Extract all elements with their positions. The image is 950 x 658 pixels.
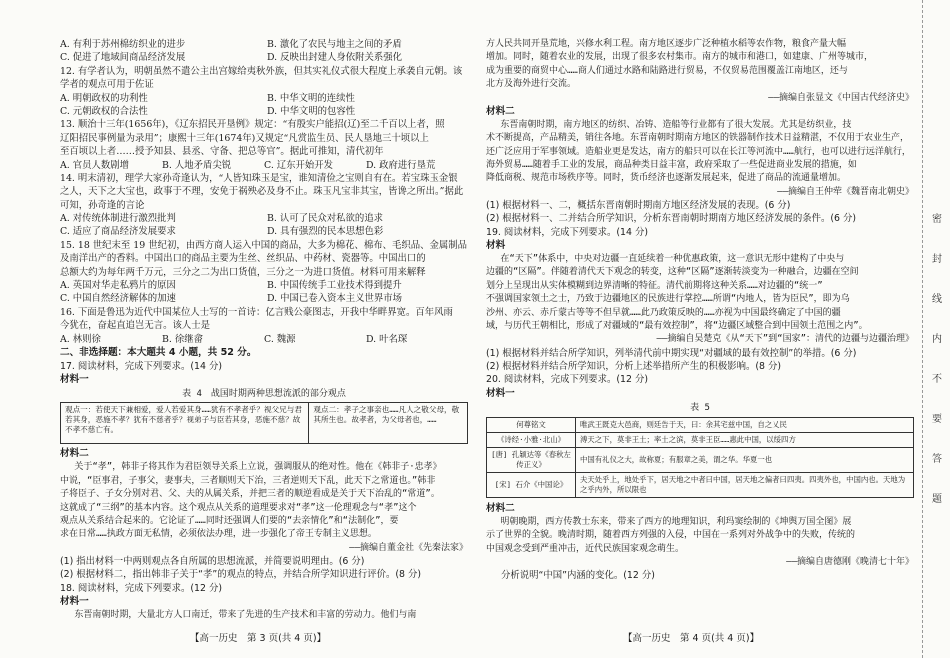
paragraph-line: 降低商税、规范市场秩序等。同时，货币经济也逐渐发展起来，促进了商品的流通量增加。 bbox=[486, 173, 847, 184]
option: A. 英国对华走私鸦片的原因 bbox=[60, 280, 176, 292]
seal-char: 不 bbox=[932, 374, 942, 385]
option: B. 中华文明的连续性 bbox=[267, 92, 355, 104]
source-citation: ——摘编自唐德刚《晚清七十年》 bbox=[786, 556, 914, 567]
q11-options bbox=[60, 38, 468, 65]
question-13: 13. 顺治十三年(1656年)，《辽东招民开垦例》规定：“有殷实户能招(辽)至二千百以上者，照 bbox=[60, 119, 445, 131]
table-row bbox=[487, 472, 914, 497]
material-label: 材料一 bbox=[486, 387, 515, 399]
table-4-cell: 观点二：孝子之事亲也……凡人之敬父母，敬其所生也。故孝者，为父母者也，…… bbox=[308, 403, 467, 443]
question-14: 14. 明末清初，理学大家孙奇逢认为，“人皆知珠玉是宝，谁知清俭之宝则自有在。若宝珠玉金银 bbox=[60, 172, 458, 184]
option: B. 激化了农民与地主之间的矛盾 bbox=[267, 39, 402, 50]
table-cell: [唐] 孔颖达等《春秋左传正义》 bbox=[487, 447, 576, 472]
table-cell: 夫天处乎上，地处乎下，居天地之中者曰中国，居天地之偏者曰四夷。四夷外也，中国内也。天地为之乎内外，所以限也 bbox=[576, 472, 914, 497]
paragraph-line: 增加。同时，随着农业的发展，出现了很多农村集市。南方的城市和港口，如建康、广州等城市， bbox=[486, 52, 874, 63]
page-4-content bbox=[486, 38, 914, 583]
paragraph-line: 在“天下”体系中，中央对边疆一直延续着一种优惠政策，这一意识无形中建构了中央与 bbox=[500, 254, 845, 265]
table-cell: 何尊铭文 bbox=[487, 417, 576, 432]
question-16: 16. 下面是鲁迅为近代中国某位人士写的一首诗：亿言贱公豪图志，开我中华畔界宽。百年风雨 bbox=[60, 306, 453, 318]
table-cell: 唯武王既克大邑商，则廷告于天，曰：余其宅兹中国，自之乂民 bbox=[576, 417, 914, 432]
table-row bbox=[487, 417, 914, 432]
requirement: (1) 根据材料一、二，概括东晋南朝时期南方地区经济发展的表现。(6 分) bbox=[486, 199, 791, 211]
table-cell: 《诗经·小雅·北山》 bbox=[487, 432, 576, 447]
paragraph-line: 还广泛应用于军事领域。造船业更是发达，南方的船只可以在长江等河流中……航行，也可以进行远洋航行， bbox=[486, 146, 911, 157]
material-label: 材料二 bbox=[486, 502, 515, 514]
q12-options bbox=[60, 92, 468, 119]
seal-char: 答 bbox=[932, 454, 942, 465]
seal-char: 内 bbox=[932, 334, 942, 345]
material-label: 材料二 bbox=[60, 448, 89, 460]
option: A. 对传统体制进行激烈批判 bbox=[60, 213, 176, 225]
paragraph-line: 方人民共同开垦荒地，兴修水利工程。南方地区逐步广泛种植水稻等农作物，粮食产量大幅 bbox=[486, 39, 847, 49]
question-18: 18. 阅读材料，完成下列要求。(12 分) bbox=[60, 582, 222, 594]
paragraph-line: 中说，“臣事君，子事父，妻事夫，三者顺则天下治，三者逆则天下乱，此天下之常道也。”韩非 bbox=[60, 475, 436, 486]
table-4 bbox=[60, 402, 468, 444]
option: D. 叶名琛 bbox=[366, 333, 408, 345]
section-heading: 二、非选择题：本大题共 4 小题，共 52 分。 bbox=[60, 346, 257, 358]
paragraph-line: 东晋南朝时期，大量北方人口南迁，带来了先进的生产技术和丰富的劳动力。他们与南 bbox=[74, 610, 417, 621]
option: A. 官员人数剧增 bbox=[60, 159, 129, 171]
material-label: 材料 bbox=[486, 240, 506, 252]
question-17: 17. 阅读材料，完成下列要求。(14 分) bbox=[60, 360, 222, 372]
paragraph-line: 海外贸易……随着手工业的发展，商品种类日益丰富，政府采取了一些促进商业发展的措施，如 bbox=[486, 159, 857, 170]
paragraph-line: 关于“孝”，韩非子将其作为君臣领导关系上立说，强调服从的绝对性。他在《韩非子·忠孝》 bbox=[74, 462, 442, 473]
requirement: (2) 根据材料并结合所学知识，分析上述举措所产生的积极影响。(8 分) bbox=[486, 361, 782, 373]
question-15-cont: 总额大约为每年两千万元，三分之二为出口货值，三分之一为进口货值。材料可用来解释 bbox=[60, 266, 426, 278]
question-13-cont: 辽阳招民事例量为录用”；康熙十三年(1674年)又规定“凡赏监生员、民人垦地三十顷以上 bbox=[60, 132, 429, 144]
option: D. 具有强烈的民本思想色彩 bbox=[267, 226, 384, 238]
requirement: (1) 根据材料并结合所学知识，列举清代前中期实现“对疆域的最有效控制”的举措。(6 分) bbox=[486, 347, 857, 359]
question-14-cont: 可知，孙奇逢的言论 bbox=[60, 199, 145, 211]
paragraph-line: 明朝晚期，西方传教士东来，带来了西方的地理知识，利玛窦绘制的《坤舆万国全图》展 bbox=[500, 516, 852, 527]
option: C. 促进了地域间商品经济发展 bbox=[60, 52, 186, 64]
option: A. 有利于苏州棉纺织业的进步 bbox=[60, 39, 186, 50]
seal-char: 题 bbox=[932, 494, 942, 505]
material-label: 材料二 bbox=[486, 105, 515, 117]
seal-line-strip bbox=[922, 0, 950, 658]
paragraph-line: 子将臣子、子女分别对君、父、夫的从属关系，并把三者的顺逆看成是关于天下治乱的“常道”。 bbox=[60, 489, 440, 500]
q15-options bbox=[60, 279, 468, 306]
paragraph-line: 求在日常……执政方面无私情，必须依法办理，进一步强化了帝王专制主义思想。 bbox=[60, 529, 377, 540]
option: B. 徐继畲 bbox=[162, 333, 203, 345]
requirement: (2) 根据材料一、二并结合所学知识，分析东晋南朝时期南方地区经济发展的条件。(6 分) bbox=[486, 213, 857, 225]
paragraph-line: 域，与历代王朝相比，形成了对疆域的“最有效控制”，将“边疆区域整合到中国领土范围之内”。 bbox=[486, 321, 868, 332]
table-5 bbox=[486, 417, 914, 498]
seal-char: 封 bbox=[932, 254, 942, 265]
question-15: 15. 18 世纪末至 19 世纪初，由西方商人运入中国的商品，大多为棉花、棉布、毛织品、金属制品 bbox=[60, 239, 467, 251]
question-prompt: 分析说明“中国”内涵的变化。(12 分) bbox=[501, 570, 655, 582]
paragraph-line: 示了世界的全貌。晚清时期，随着西方列强的入侵，中国在一系列对外战争中的失败，传统的 bbox=[486, 530, 856, 541]
q13-options bbox=[60, 159, 468, 172]
material-label: 材料一 bbox=[60, 596, 89, 608]
seal-char: 线 bbox=[932, 294, 942, 305]
option: C. 中国自然经济解体的加速 bbox=[60, 293, 176, 305]
page-4 bbox=[478, 0, 922, 658]
question-12-cont: 学者的观点可用于佐证 bbox=[60, 79, 154, 91]
table-row bbox=[487, 447, 914, 472]
table-cell: 溥天之下，莫非王土；率土之滨，莫非王臣……惠此中国，以绥四方 bbox=[576, 432, 914, 447]
paragraph-line: 北方及海外进行交流。 bbox=[486, 79, 577, 90]
page-footer: 【高一历史 第 4 页(共 4 页)】 bbox=[623, 633, 760, 644]
paragraph-line: 术不断提高，产品精美，销往各地。东晋南朝时期南方地区的铁器制作技术日益精湛，不仅用于农业生产， bbox=[486, 133, 910, 144]
requirement: (2) 根据材料二，指出韩非子关于“孝”的观点的特点，并结合所学知识进行评价。(8 分) bbox=[60, 569, 421, 581]
paragraph-line: 中国观念受到严重冲击，近代民族国家观念萌生。 bbox=[486, 543, 685, 554]
question-16-cont: 今犹在，奋起直追岂无言。该人士是 bbox=[60, 320, 211, 332]
table-5-caption: 表 5 bbox=[690, 402, 710, 413]
material-label: 材料一 bbox=[60, 374, 89, 386]
option: A. 林则徐 bbox=[60, 333, 101, 345]
question-15-cont: 及南洋出产的香料。中国出口的商品主要为生丝、丝织品、中药材、瓷器等。中国出口的 bbox=[60, 253, 426, 265]
option: C. 魏源 bbox=[264, 333, 296, 345]
option: B. 认可了民众对私欲的追求 bbox=[267, 213, 383, 225]
question-20: 20. 阅读材料，完成下列要求。(12 分) bbox=[486, 374, 648, 386]
option: C. 元朝政权的合法性 bbox=[60, 105, 148, 117]
question-19: 19. 阅读材料，完成下列要求。(14 分) bbox=[486, 226, 648, 238]
paragraph-line: 划分上呈现出从实体模糊到边界清晰的特征。清代前期将这种关系……对边疆的“统一” bbox=[486, 280, 823, 291]
table-cell: 中国有礼仪之大，故称夏；有服章之美，谓之华。华夏一也 bbox=[576, 447, 914, 472]
paragraph-line: 边疆的“区隔”。伴随着清代天下观念的转变，这种“区隔”逐渐转淡变为一种融合，边疆在空间 bbox=[486, 267, 859, 278]
option: C. 适应了商品经济发展要求 bbox=[60, 226, 176, 238]
source-citation: ——摘编自董金社《先秦法家》 bbox=[349, 542, 468, 553]
option: D. 中华文明的包容性 bbox=[267, 105, 356, 117]
source-citation: ——摘编自张显文《中国古代经济史》 bbox=[768, 92, 914, 103]
table-4-caption: 表 4 战国时期两种思想流派的部分观点 bbox=[182, 389, 346, 400]
option: A. 明朝政权的功利性 bbox=[60, 92, 148, 104]
option: D. 反映出封建人身依附关系强化 bbox=[267, 52, 403, 64]
page-footer: 【高一历史 第 3 页(共 4 页)】 bbox=[190, 633, 327, 644]
paragraph-line: 观点从关系结合起来的。它论证了……同时还强调人们要的“去亲情化”和“法制化”，要 bbox=[60, 515, 399, 526]
option: B. 中国传统手工业技术得到提升 bbox=[267, 280, 402, 292]
table-4-cell: 观点一：若使天下兼相爱，爱人若爱其身……犹有不孝者乎？视父兄与君若其身，恶施不孝？犹有不慈者乎？视弟子与臣若其身，恶施不慈？故不孝不慈亡有。 bbox=[65, 405, 302, 435]
paragraph-line: 沙州、亦云、赤斤蒙古等等不但早就……此乃政策反映的……亦视为中国最终确定了中国的疆 bbox=[486, 307, 841, 318]
page-3-content bbox=[60, 38, 468, 622]
option: C. 辽东开始开发 bbox=[264, 159, 334, 171]
q16-options bbox=[60, 333, 468, 346]
q14-options bbox=[60, 212, 468, 239]
source-citation: ——摘编自吴楚克《从“天下”到“国家”：清代的边疆与边疆治理》 bbox=[656, 334, 914, 345]
seal-char: 密 bbox=[932, 214, 942, 225]
paragraph-line: 成为重要的商贸中心……商人们通过水路和陆路进行贸易，不仅贸易范围覆盖江南地区，还与 bbox=[486, 65, 848, 76]
paragraph-line: 不强调国家领土之士，乃致于边疆地区的民族进行掌控……所谓“内地人，皆为臣民”，即为乌 bbox=[486, 294, 850, 305]
seal-char: 要 bbox=[932, 414, 942, 425]
table-row bbox=[487, 432, 914, 447]
requirement: (1) 指出材料一中两则观点各自所属的思想流派，并简要说明理由。(6 分) bbox=[60, 555, 365, 567]
option: D. 中国已卷入资本主义世界市场 bbox=[267, 293, 403, 305]
table-cell: [宋] 石介《中国论》 bbox=[487, 472, 576, 497]
paragraph-line: 东晋南朝时期，南方地区的纺织、冶铸、造船等行业都有了很大发展。尤其是纺织业，技 bbox=[500, 119, 852, 130]
source-citation: ——摘编自王仲荦《魏晋南北朝史》 bbox=[777, 186, 914, 197]
question-12: 12. 有学者认为，明朝虽然不遣公主出宫嫁给夷秋外族，但其实礼仪式很大程度上承袭自元朝。该 bbox=[60, 65, 463, 77]
paragraph-line: 这就成了“三纲”的基本内容。这个观点从关系的道理要求对“孝”这一伦理观念与“孝”这个 bbox=[60, 502, 417, 513]
option: D. 政府进行垦荒 bbox=[366, 159, 436, 171]
question-14-cont: 之人，天下之大宝也，政事于不理，安免于祸殃必及身不止。珠玉凡宝非其宝，皆谗之所出。”据此 bbox=[60, 186, 464, 198]
question-13-cont: 至百顷以上者……授予知县、县丞、守备、把总等官”。据此可推知，清代初年 bbox=[60, 146, 384, 158]
option: B. 人地矛盾尖锐 bbox=[162, 159, 232, 171]
